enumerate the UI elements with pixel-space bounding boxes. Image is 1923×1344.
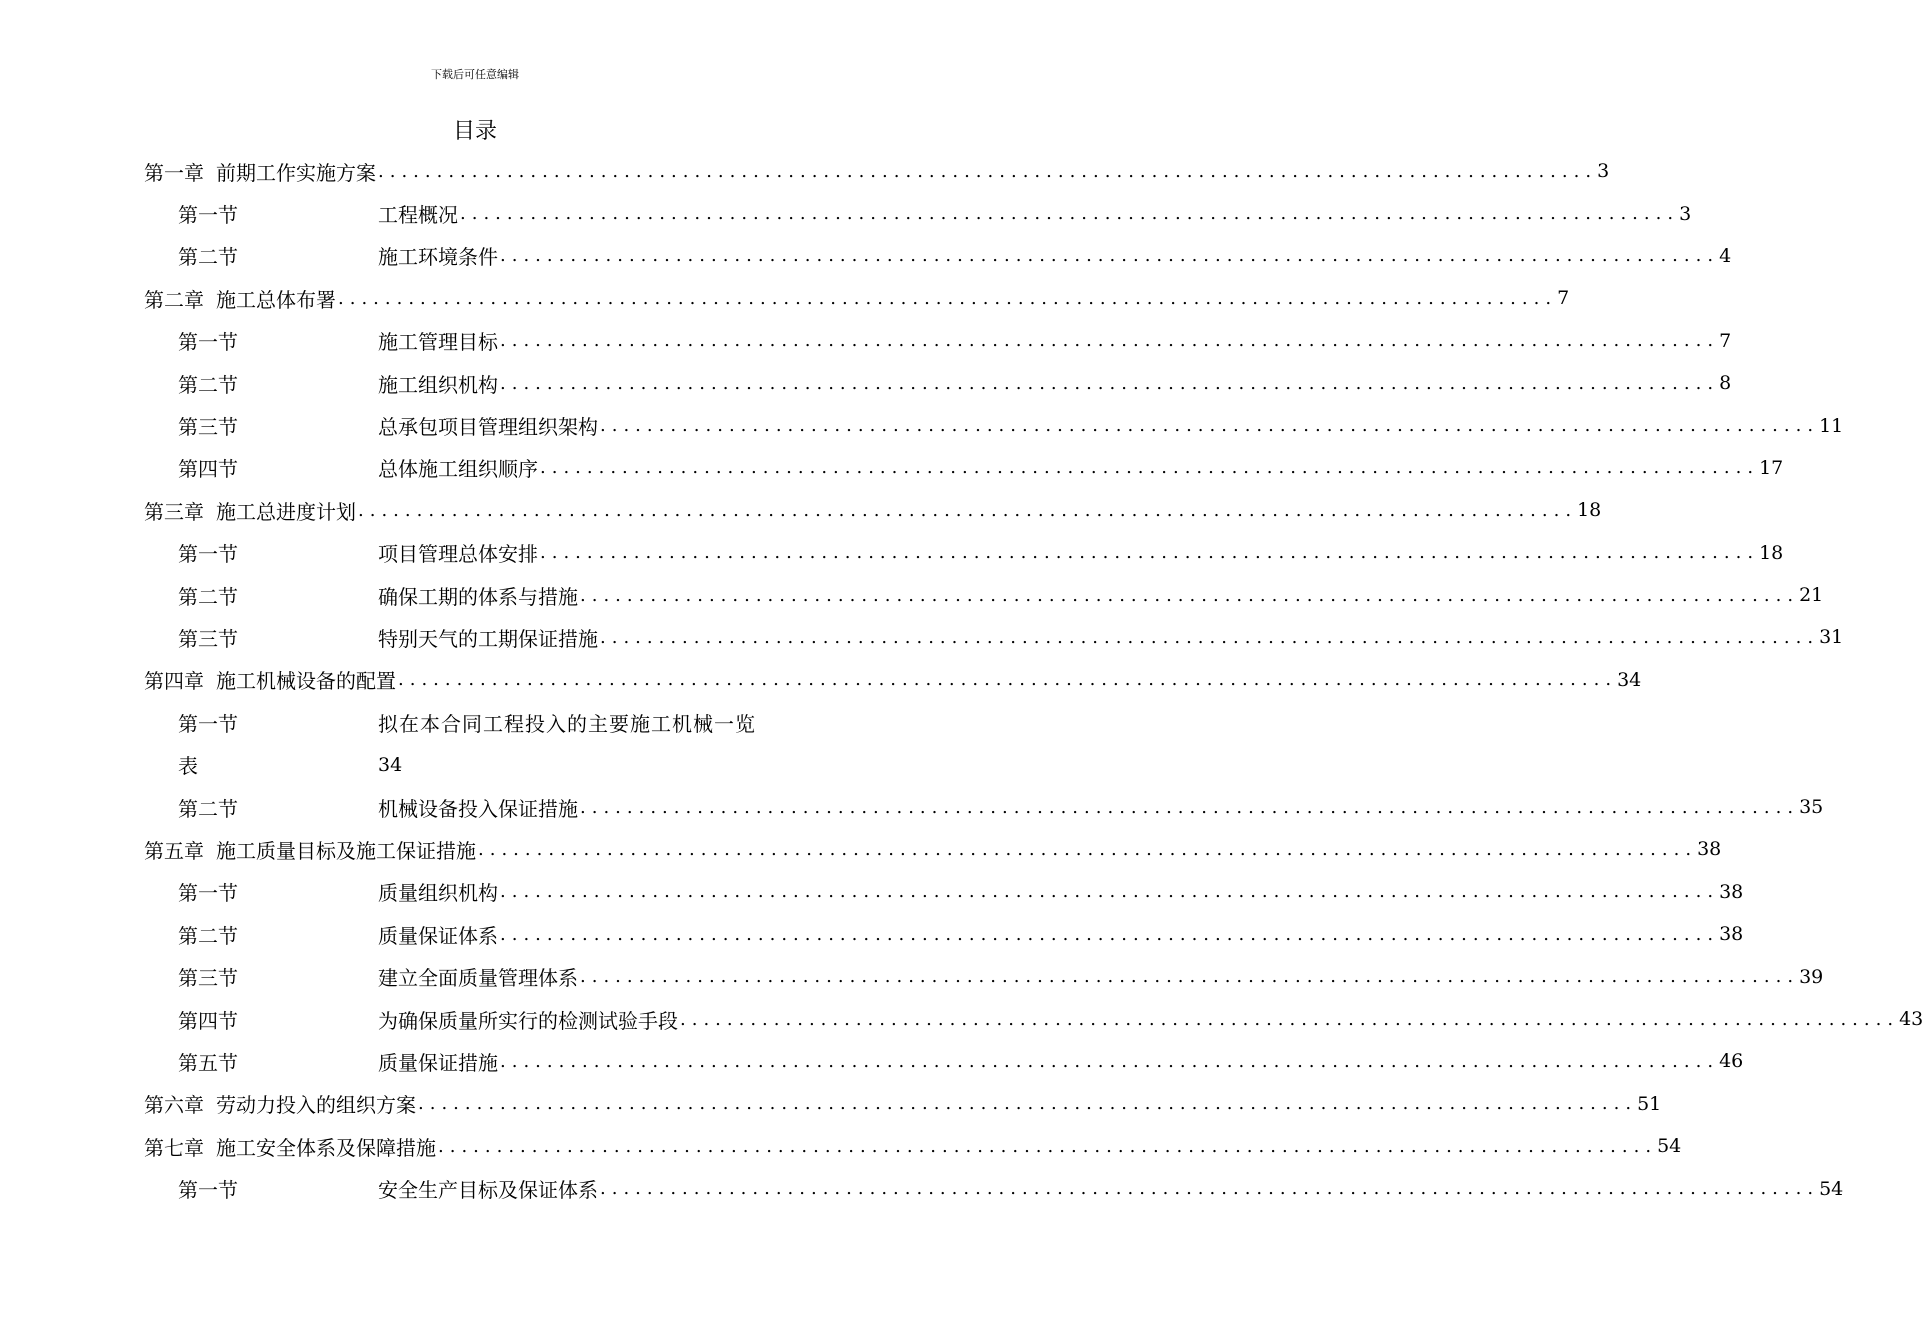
entry-number: 第一节 (178, 203, 238, 228)
entry-title: 总承包项目管理组织架构 (378, 415, 598, 440)
entry-title: 质量保证体系 (378, 923, 498, 948)
dot-leader: ........................................................................................................ (680, 1008, 1900, 1030)
entry-page: 46 (1719, 1050, 1744, 1073)
entry-title: 质量保证措施 (378, 1050, 498, 1075)
entry-number: 第二节 (178, 584, 238, 609)
toc-entry-section[interactable] (144, 320, 1732, 362)
entry-number: 第一节 (178, 1178, 238, 1203)
dot-leader: ........................................................................................................ (500, 923, 1720, 945)
table-of-contents (144, 150, 1923, 1210)
toc-entry-chapter[interactable] (144, 277, 1570, 319)
toc-entry-section[interactable] (144, 1040, 1744, 1082)
entry-title: 施工安全体系及保障措施 (216, 1135, 436, 1160)
entry-page: 34 (1617, 668, 1642, 691)
entry-number: 第四章 (144, 669, 204, 694)
entry-page: 31 (1819, 626, 1844, 649)
toc-entry-section[interactable] (144, 913, 1744, 955)
dot-leader: ........................................................................................................ (500, 372, 1720, 394)
entry-number: 第二章 (144, 287, 204, 312)
dot-leader: ........................................................................................................ (540, 457, 1760, 479)
entry-page: 38 (1719, 923, 1744, 946)
entry-title: 劳动力投入的组织方案 (216, 1093, 416, 1118)
dot-leader: ........................................................................................................ (418, 1093, 1638, 1115)
dot-leader: ........................................................................................................ (580, 966, 1800, 988)
entry-number: 第七章 (144, 1135, 204, 1160)
entry-page: 35 (1799, 796, 1824, 819)
entry-number: 第一节 (178, 330, 238, 355)
toc-entry-chapter[interactable] (144, 659, 1642, 701)
toc-entry-section-continued[interactable] (144, 743, 806, 785)
entry-number: 第二节 (178, 923, 238, 948)
entry-number: 第三节 (178, 415, 238, 440)
toc-entry-section[interactable] (144, 998, 1923, 1040)
entry-number: 第五章 (144, 838, 204, 863)
entry-number: 第四节 (178, 1008, 238, 1033)
entry-title: 项目管理总体安排 (378, 542, 538, 567)
toc-entry-chapter[interactable] (144, 150, 1610, 192)
toc-entry-section[interactable] (144, 362, 1732, 404)
entry-title: 机械设备投入保证措施 (378, 796, 578, 821)
entry-page: 38 (1719, 880, 1744, 903)
entry-number: 第六章 (144, 1093, 204, 1118)
entry-page: 51 (1637, 1092, 1662, 1115)
entry-page: 7 (1719, 329, 1732, 352)
entry-number: 第二节 (178, 796, 238, 821)
toc-entry-chapter[interactable] (144, 489, 1602, 531)
dot-leader: ........................................................................................................ (398, 669, 1618, 691)
entry-title: 安全生产目标及保证体系 (378, 1178, 598, 1203)
page-header: 下载后可任意编辑 (431, 68, 519, 81)
entry-page: 11 (1819, 414, 1844, 437)
toc-entry-section[interactable] (144, 192, 1692, 234)
toc-entry-section[interactable] (144, 532, 1784, 574)
entry-title-continued: 表 (178, 754, 198, 779)
entry-page: 43 (1899, 1008, 1923, 1030)
entry-number: 第一节 (178, 542, 238, 567)
dot-leader: ........................................................................................................ (540, 542, 1760, 564)
entry-number: 第三节 (178, 626, 238, 651)
toc-entry-section[interactable] (144, 955, 1824, 997)
entry-title: 确保工期的体系与措施 (378, 584, 578, 609)
dot-leader: ........................................................................................................ (378, 160, 1598, 182)
dot-leader: ........................................................................................................ (500, 1050, 1720, 1072)
dot-leader: ........................................................................................................ (600, 626, 1820, 648)
dot-leader: ........................................................................................................ (460, 203, 1680, 225)
entry-page: 18 (1577, 499, 1602, 522)
entry-number: 第一节 (178, 881, 238, 906)
entry-page: 8 (1719, 372, 1732, 395)
entry-title: 拟在本合同工程投入的主要施工机械一览 (378, 711, 756, 736)
entry-page: 34 (378, 753, 403, 776)
entry-page: 54 (1819, 1177, 1844, 1200)
entry-title: 施工质量目标及施工保证措施 (216, 838, 476, 863)
toc-entry-section[interactable] (144, 574, 1824, 616)
entry-page: 39 (1799, 965, 1824, 988)
toc-entry-section[interactable] (144, 871, 1744, 913)
dot-leader: ........................................................................................................ (600, 1178, 1820, 1200)
toc-entry-section[interactable] (144, 235, 1732, 277)
toc-entry-section[interactable] (144, 404, 1844, 446)
entry-number: 第三章 (144, 499, 204, 524)
toc-entry-chapter[interactable] (144, 1083, 1662, 1125)
toc-entry-chapter[interactable] (144, 828, 1722, 870)
dot-leader: ........................................................................................................ (358, 499, 1578, 521)
dot-leader: ........................................................................................................ (478, 838, 1698, 860)
dot-leader: ........................................................................................................ (338, 287, 1558, 309)
dot-leader: ........................................................................................................ (500, 245, 1720, 267)
entry-page: 18 (1759, 541, 1784, 564)
entry-page: 3 (1597, 160, 1610, 183)
entry-title: 前期工作实施方案 (216, 160, 376, 185)
entry-page: 17 (1759, 456, 1784, 479)
entry-number: 第一节 (178, 711, 238, 736)
entry-number: 第四节 (178, 457, 238, 482)
dot-leader: ........................................................................................................ (580, 796, 1800, 818)
entry-title: 为确保质量所实行的检测试验手段 (378, 1008, 678, 1033)
entry-title: 施工总进度计划 (216, 499, 356, 524)
entry-page: 7 (1557, 287, 1570, 310)
toc-entry-section[interactable] (144, 1167, 1844, 1209)
toc-entry-section[interactable] (144, 447, 1784, 489)
entry-title: 总体施工组织顺序 (378, 457, 538, 482)
entry-title: 质量组织机构 (378, 881, 498, 906)
dot-leader: ........................................................................................................ (500, 330, 1720, 352)
entry-number: 第五节 (178, 1050, 238, 1075)
entry-title: 建立全面质量管理体系 (378, 966, 578, 991)
entry-title: 施工环境条件 (378, 245, 498, 270)
entry-page: 3 (1679, 202, 1692, 225)
toc-entry-section[interactable] (144, 786, 1824, 828)
entry-title: 施工机械设备的配置 (216, 669, 396, 694)
entry-number: 第三节 (178, 966, 238, 991)
entry-page: 54 (1657, 1135, 1682, 1158)
toc-entry-section[interactable] (144, 701, 806, 743)
entry-page: 21 (1799, 584, 1824, 607)
entry-page: 4 (1719, 244, 1732, 267)
entry-number: 第一章 (144, 160, 204, 185)
toc-entry-chapter[interactable] (144, 1125, 1682, 1167)
dot-leader: ........................................................................................................ (600, 415, 1820, 437)
dot-leader: ........................................................................................................ (500, 881, 1720, 903)
dot-leader: ........................................................................................................ (438, 1135, 1658, 1157)
entry-title: 施工总体布署 (216, 287, 336, 312)
toc-entry-section[interactable] (144, 616, 1844, 658)
entry-title: 施工管理目标 (378, 330, 498, 355)
entry-page: 38 (1697, 838, 1722, 861)
entry-title: 特别天气的工期保证措施 (378, 626, 598, 651)
entry-title: 工程概况 (378, 203, 458, 228)
entry-number: 第二节 (178, 372, 238, 397)
entry-title: 施工组织机构 (378, 372, 498, 397)
dot-leader: ........................................................................................................ (580, 584, 1800, 606)
entry-number: 第二节 (178, 245, 238, 270)
page-title: 目录 (452, 119, 497, 144)
